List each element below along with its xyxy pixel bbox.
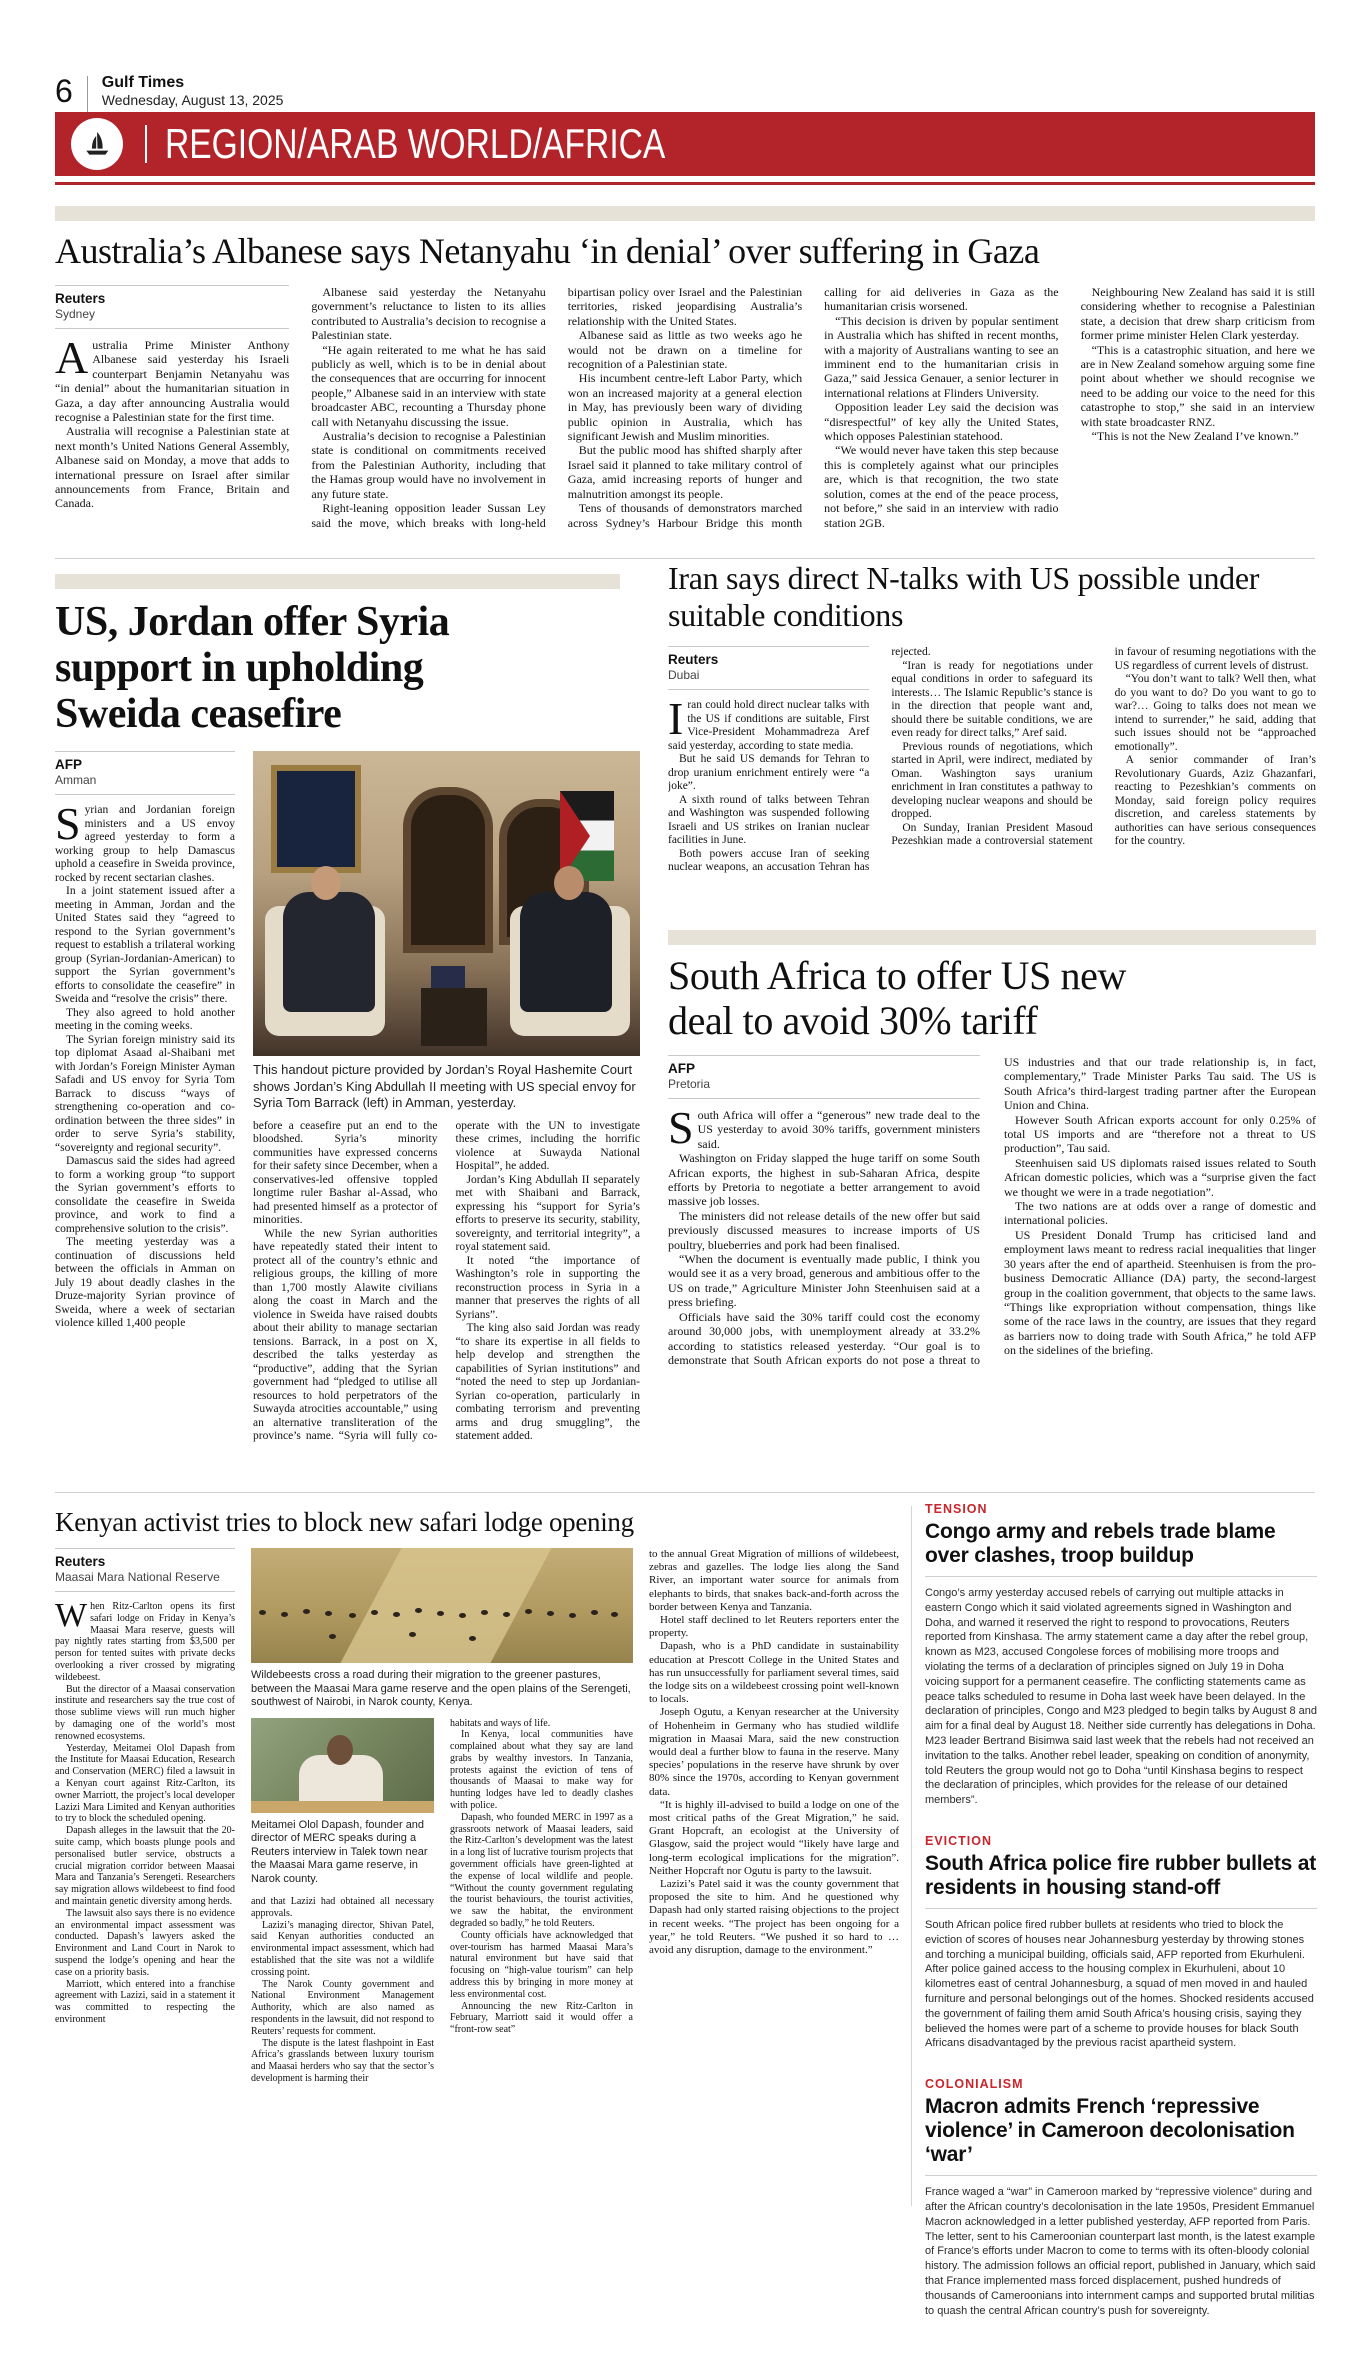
byline-agency: Reuters	[55, 291, 106, 306]
paragraph: While the new Syrian authorities have repeatedly stated their intent to protect all of the country’s ethnic and religious groups, the killing of more than 1,700 mostly Alawite civilians along the coast in March and the violence in Sweida have raised doubts about their ability to manage sectarian tensions. Barrack, in a post on X, described the talks yesterday as “productive”, adding that the Syrian government had “pledged to utilise all resources to hold perpetrators of the Suwayda atrocities accountable,” using an alternative transliteration of the province’s name. “Syria will fully co-operate with the UN to investigate these crimes, including the horrific violence at Suwayda National Hospital”, he added.	[253, 1119, 640, 1442]
iran-headline: Iran says direct N-talks with US possible under suitable conditions	[668, 560, 1260, 633]
tissue-box	[431, 966, 465, 988]
kenya-column-1	[55, 1548, 235, 2085]
byline-agency: AFP	[55, 757, 82, 772]
brief-rule	[925, 1908, 1317, 1909]
portrait-head	[327, 1735, 353, 1765]
paragraph: The meeting yesterday was a continuation of discussions held between the officials in Amman on July 19 about deadly clashes in the Druze-majority Syrian province of Sweida, where a week of sectarian violence killed 1,400 people	[55, 1236, 235, 1329]
seated-king-figure	[520, 892, 612, 1012]
kicker: EVICTION	[925, 1833, 993, 1848]
paragraph: Australia’s decision to recognise a Palestinian state is conditional on commitments received from the Palestinian Authority, including that the Hamas group would have no involvement in any future state.	[311, 429, 546, 501]
banner-separator	[145, 125, 147, 163]
paragraph: It noted “the importance of Washington’s role in supporting the reconstruction process in Syria in a manner that preserves the rights of all Syrians”.	[455, 1254, 640, 1321]
paragraph: Damascus said the sides had agreed to form a working group “to support the Syrian government’s efforts to consolidate the ceasefire in Sweida province, and work to find a comprehensive solution to the crisis”.	[55, 1155, 235, 1235]
paragraph: The Syrian foreign ministry said its top diplomat Asaad al-Shaibani met with Jordan’s Foreign Minister Ayman Safadi and US envoy for Syria Tom Barrack to discuss “ways of strengthening co-operation and co-ordination between the three sides” in order to serve Syria’s stability, “sovereignty and regional security”.	[55, 1033, 235, 1154]
byline-place: Maasai Mara National Reserve	[55, 1570, 220, 1584]
paragraph: But he said US demands for Tehran to drop uranium enrichment entirely were “a joke”.	[668, 753, 870, 792]
syria-column-1	[55, 751, 235, 1475]
wildebeest-herd	[259, 1610, 266, 1615]
byline-agency: AFP	[668, 1061, 695, 1076]
paragraph: Marriott, which entered into a franchise agreement with Lazizi, said in a statement it was committed to respecting the environment	[55, 1978, 235, 2025]
kenya-byline	[55, 1548, 235, 1592]
paragraph: Hotel staff declined to let Reuters reporters enter the property.	[649, 1614, 899, 1640]
paragraph: County officials have acknowledged that over-tourism has harmed Maasai Mara’s natural environment but have said that focusing on “high-value tourism” can help address this by bringing in more money at less environmental cost.	[450, 1929, 633, 2000]
beige-band	[55, 206, 1315, 221]
syria-lower-columns	[253, 1120, 640, 1484]
brief-rule	[925, 2175, 1317, 2176]
paragraph: But the director of a Maasai conservation institute and researchers say the true cost of those sublime views will run much higher by damaging one of the world’s most renowned ecosystems.	[55, 1683, 235, 1742]
paragraph: US President Donald Trump has criticised land and employment laws meant to redress racial inequalities that linger 30 years after the end of apartheid. Steenhuisen is from the pro-business Democratic Alliance (DA) party, the second-largest group in the coalition government, that objects to the same laws. “Things like expropriation without compensation, things like some of the race laws in the country, are issues that they regard as barriers now to doing trade with South Africa,” he told AFP on the sidelines of the briefing.	[1004, 1227, 1316, 1358]
paragraph: Syrian and Jordanian foreign ministers and a US envoy agreed yesterday to form a working group to help Damascus uphold a ceasefire in Sweida province, rocked by recent sectarian clashes.	[55, 798, 235, 884]
paragraph: The Narok County government and National Environment Management Authority, which are also named as respondents in the lawsuit, did not respond to Reuters’ requests for comment.	[251, 1978, 434, 2037]
article-kenya	[55, 1506, 900, 2085]
paragraph: “He again reiterated to me what he has said publicly as well, which is to be in denial about the consequences that are occurring for innocent people,” Albanese said in an interview with state broadcaster ABC, recounting a Thursday phone call with Netanyahu discussing the issue.	[311, 342, 546, 429]
paragraph: “This decision is driven by popular sentiment in Australia which has shifted in recent months, with a majority of Australians wanting to see an imminent end to the humanitarian crisis in Gaza,” said Jessica Genauer, a senior lecturer in international relations at Flinders University.	[824, 313, 1059, 400]
byline-place: Dubai	[668, 668, 700, 682]
masthead-divider	[87, 76, 88, 112]
brief-congo	[925, 1502, 1317, 1808]
paragraph: Jordan’s King Abdullah II separately met with Shaibani and Barrack, expressing his “support for Syria’s efforts to preserve its security, stability, sovereignty, and territorial integrity”, a royal statement said.	[455, 1173, 640, 1253]
paper-name: Gulf Times	[101, 74, 185, 91]
brief-eviction	[925, 1834, 1317, 2051]
brief-headline: South Africa police fire rubber bullets at residents in housing stand-off	[925, 1851, 1317, 1899]
paragraph: Albanese said yesterday the Netanyahu government’s reluctance to listen to its allies contributed to Australia’s decision to recognise a Palestinian state.	[311, 285, 546, 343]
paragraph: The ministers did not release details of the new offer but said previously discussed measures to increase imports of US poultry, blueberries and pork had been finalised.	[668, 1208, 980, 1252]
paragraph: Australia Prime Minister Anthony Albanese said yesterday his Israeli counterpart Benjamin Netanyahu was “in denial” about the humanitarian situation in Gaza, a day after announcing Australia would recognise a Palestinian state for the first time.	[55, 332, 290, 425]
paragraph: They also agreed to hold another meeting in the coming weeks.	[55, 1006, 235, 1032]
sidebar-rule	[911, 1506, 912, 2206]
paragraph: In Kenya, local communities have complained about what they say are land grabs by wealthy investors. In Tanzania, protests against the eviction of tens of thousands of Maasai to make way for hunting lodges have led to deadly clashes with police.	[450, 1729, 633, 1812]
kenya-column-4	[649, 1548, 899, 2085]
byline-place: Pretoria	[668, 1077, 711, 1091]
issue-date: Wednesday, August 13, 2025	[101, 92, 284, 108]
paragraph: Tens of thousands of demonstrators marched across Sydney’s Harbour Bridge this month calling for aid deliveries in Gaza as the humanitarian crisis worsened.	[567, 285, 1059, 530]
paragraph: The dispute is the latest flashpoint in East Africa’s grasslands between luxury tourism and Maasai herders who say that the sector’s development is harming their	[251, 2037, 434, 2084]
section-rule	[55, 558, 1315, 559]
paragraph: But the public mood has shifted sharply after Israel said it planned to take military control of Gaza, amid increasing reports of hunger and malnutrition amongst its people.	[567, 443, 803, 501]
paragraph: Neighbouring New Zealand has said it is still considering whether to recognise a Palestinian state, a decision that drew sharp criticism from former prime minister Helen Clark yesterday.	[1080, 285, 1315, 343]
paragraph: The two nations are at odds over a range of domestic and international policies.	[1004, 1199, 1316, 1228]
banner-underline	[55, 182, 1315, 185]
paragraph: Lazizi’s managing director, Shivan Patel, said Kenyan authorities conducted an environmental impact assessment, which had established that the site was not a wildlife crossing point.	[251, 1919, 434, 1978]
byline-agency: Reuters	[668, 652, 719, 667]
beige-band	[668, 930, 1316, 945]
paragraph: “We would never have taken this step because this is completely against what our principles are, which is that recognition, the two state solution, comes at the end of the peace process, not before,” she said in an interview with radio station 2GB.	[824, 443, 1059, 530]
framed-picture	[271, 765, 361, 873]
paragraph: “When the document is eventually made public, I think you would see it as a very broad, generous and ambitious offer to the US on trade,” Agriculture Minister John Steenhuisen said at a press briefing.	[668, 1252, 980, 1310]
paragraph: Previous rounds of negotiations, which started in April, were indirect, mediated by Oman. Washington says uranium enrichment in Iran constitutes a pathway to developing nuclear weapons and should be dropped.	[891, 740, 1093, 820]
paragraph: South Africa will offer a “generous” new trade deal to the US yesterday to avoid 30% tariffs, government ministers said.	[668, 1102, 980, 1153]
paragraph: However South African exports account for only 0.25% of total US imports and are “therefore not a threat to US production”, Tau said.	[1004, 1112, 1316, 1156]
brief-headline: Macron admits French ‘repressive violence’ in Cameroon decolonisation ‘war’	[925, 2095, 1295, 2167]
arch-doorway	[403, 787, 493, 953]
byline-place: Amman	[55, 773, 97, 787]
paragraph: “This is a catastrophic situation, and here we are in New Zealand somehow arguing some fine point about whether we should recognise we need to be adding our voice to the need for this catastrophe to stop,” she said in an interview with state broadcaster RNZ.	[1080, 342, 1315, 429]
article-safrica	[668, 930, 1316, 1453]
paragraph: Yesterday, Meitamei Olol Dapash from the Institute for Maasai Education, Research and Conservation (MERC) filed a lawsuit in a Kenyan court against Ritz-Carlton, its owner Marriott, the project’s local developer Lazizi Mara Limited and Kenyan authorities to try to block the scheduled opening.	[55, 1742, 235, 1825]
iran-byline	[668, 646, 869, 690]
dapash-portrait-caption: Meitamei Olol Dapash, founder and director of MERC speaks during a Reuters interview in Talek town near the Maasai Mara game reserve, in Narok county.	[251, 1818, 428, 1885]
paragraph: The king also said Jordan was ready “to share its expertise in all fields to help develop and strengthen the capabilities of Syrian institutions” and “noted the need to step up Jordanian-Syrian co-operation, particularly in combating terrorism and preventing arms and drug smuggling”, the statement added.	[455, 1322, 640, 1442]
kenya-column-2	[251, 1896, 434, 2085]
safrica-byline	[668, 1055, 980, 1099]
gaza-byline	[55, 285, 289, 329]
masthead	[55, 74, 283, 112]
paragraph: The lawsuit also says there is no evidence an environmental impact assessment was conducted. Dapash’s lawyers asked the Environment and Land Court in Narok to suspend the lodge’s opening and hear the case on a priority basis.	[55, 1907, 235, 1978]
jordan-photo-caption: This handout picture provided by Jordan’s Royal Hashemite Court shows Jordan’s King Abdullah II meeting with US special envoy for Syria Tom Barrack (left) in Amman, yesterday.	[253, 1062, 636, 1110]
kicker: TENSION	[925, 1502, 988, 1516]
kenya-column-3	[450, 1718, 633, 2085]
article-syria	[55, 574, 640, 1484]
paragraph: Announcing the new Ritz-Carlton in February, Marriott said it would offer a “front-row seat”	[450, 2000, 633, 2036]
paragraph: Lazizi’s Patel said it was the county government that proposed the site to him. And he questioned why Dapash had only started raising objections to the project in recent weeks. “The project has been ongoing for a year,” he told Reuters. “We pushed it so hard to … avoid any disruption, damage to the environment.”	[649, 1878, 899, 1957]
article-iran	[668, 560, 1316, 928]
syria-headline: US, Jordan offer Syria support in upholding Sweida ceasefire	[55, 599, 450, 737]
paragraph: Albanese said as little as two weeks ago he would not be drawn on a timeline for recognition of a Palestinian state.	[567, 328, 803, 372]
brief-rule	[925, 1576, 1317, 1577]
paragraph: When Ritz-Carlton opens its first safari lodge on Friday in Kenya’s Maasai Mara reserve, guests will pay nightly rates starting from $3,500 per person for tented suites with private decks overlooking a river crossed by migrating wildebeest.	[55, 1597, 235, 1683]
paragraph: “This is not the New Zealand I’ve known.”	[1091, 429, 1299, 444]
byline-place: Sydney	[55, 307, 96, 321]
dhow-logo-icon	[71, 118, 123, 170]
byline-agency: Reuters	[55, 1554, 106, 1569]
paragraph: A sixth round of talks between Tehran and Washington was suspended following Israeli and US strikes on Iranian nuclear facilities in June.	[668, 793, 870, 846]
safrica-headline: South Africa to offer US new deal to avoid 30% tariff	[668, 953, 1126, 1043]
brief-body: South African police fired rubber bullets at residents who tried to block the eviction of scores of houses near Johannesburg yesterday by throwing stones and torching a municipal building, officials said, AFP reported from Ekurhuleni. After police gained access to the housing complex in Ekurhuleni, about 10 kilometres east of central Johannesburg, a squad of men moved in and hauled furniture and personal belongings out of the homes. Shocked residents accused the government of failing them amid South Africa’s housing crisis, saying they believed the homes were part of a scheme to provide houses for black South Africans disadvantaged by the previous racist apartheid system.	[925, 1918, 1314, 2050]
paragraph: “You don’t want to talk? Well then, what do you want to do? Do you want to go to war?… Going to talks does not mean we intend to surrender,” he said, adding that such issues should not be “approached emotionally”.	[1114, 673, 1316, 753]
brief-colonialism	[925, 2077, 1317, 2318]
paragraph: and that Lazizi had obtained all necessary approvals.	[251, 1896, 434, 1919]
figure-head	[554, 866, 584, 900]
paragraph: Opposition leader Ley said the decision was “disrespectful” of key ally the United States, which opposes Palestinian statehood.	[824, 400, 1059, 444]
paragraph: In a joint statement issued after a meeting in Amman, Jordan and the United States said they “agreed to respond to the Syrian government’s request to establish a trilateral working group (Syrian-Jordanian-American) to support the Syrian government’s efforts to consolidate the ceasefire” in Sweida and “resolve the crisis” there.	[55, 885, 235, 1005]
section-title: REGION/ARAB WORLD/AFRICA	[165, 120, 666, 167]
paragraph: His incumbent centre-left Labor Party, which won an increased majority at a general election in May, has previously been wary of dividing public opinion in Australia, which has significant Jewish and Muslim minorities.	[567, 371, 803, 444]
portrait-table	[251, 1801, 434, 1813]
paragraph: Officials have said the 30% tariff could cost the economy around 30,000 jobs, with unemployment already at 33.2% according to statistics released yesterday. “Our goal is to demonstrate that South African exports do not pose a threat to US industries and that our trade relationship is, in fact, complementary,” Trade Minister Parks Tau said. The US is South Africa’s third-largest trading partner after the European Union and China.	[668, 1055, 1316, 1367]
dapash-portrait-photo	[251, 1718, 434, 1813]
page-number: 6	[55, 73, 73, 109]
kenya-headline: Kenyan activist tries to block new safari lodge opening	[55, 1507, 634, 1537]
section-banner	[55, 112, 1315, 176]
paragraph: before a ceasefire put an end to the bloodshed. Syria’s minority communities have expressed concerns for their safety since December, when a conservatives-led offensive toppled longtime ruler Bashar al-Assad, who had presented himself as a protector of minorities.	[253, 1119, 438, 1226]
paragraph: Washington on Friday slapped the huge tariff on some South African exports, the highest in sub-Saharan Africa, despite efforts by Pretoria to negotiate a better arrangement to avoid massive job losses.	[668, 1151, 980, 1209]
paragraph: Dapash, who founded MERC in 1997 as a grassroots network of Maasai leaders, said the Ritz-Carlton’s development was the latest in a long list of lucrative tourism projects that government officials have green-lighted at the expense of local wildlife and people. “Without the county government regulating the tourist behaviours, the tourist activities, we saw the habitat, the environment degraded so badly,” he told Reuters.	[450, 1811, 633, 1930]
iran-body	[668, 646, 1316, 928]
seated-envoy-figure	[283, 892, 375, 1012]
syria-byline	[55, 751, 235, 795]
paragraph: A senior commander of Iran’s Revolutionary Guards, Aziz Ghazanfari, reacting to Pezeshkian’s comments on Monday, said foreign policy requires discretion, and careless statements by authorities can have serious consequences for the country.	[1114, 754, 1316, 847]
paragraph: Australia will recognise a Palestinian state at next month’s United Nations General Assembly, Albanese said on Monday, a move that adds to international pressure on Israel after similar announcements from France, Britain and Canada.	[55, 424, 290, 511]
paragraph: habitats and ways of life.	[450, 1717, 551, 1729]
side-table	[421, 988, 487, 1046]
safrica-body	[668, 1055, 1316, 1453]
beige-band	[55, 574, 620, 589]
kicker: COLONIALISM	[925, 2077, 1024, 2092]
dirt-road	[340, 1548, 551, 1663]
paragraph: Iran could hold direct nuclear talks with the US if conditions are suitable, First Vice-President Mohammadreza Aref said yesterday, according to state media.	[668, 693, 870, 752]
brief-body: France waged a “war” in Cameroon marked by “repressive violence” during and after the African country’s decolonisation in the late 1950s, President Emmanuel Macron acknowledged in a letter published yesterday, AFP reported from Paris. The letter, sent to his Cameroonian counterpart last month, is the latest example of France’s efforts under Macron to come to terms with its often-bloody colonial history. The admission follows an official report, published in January, which said that France implemented mass forced displacement, pushed hundreds of thousands of Cameroonians into internment camps and supported brutal militias to quash the central African country’s push for sovereignty.	[925, 2186, 1316, 2317]
paragraph: On Sunday, Iranian President Masoud Pezeshkian made a controversial statement in favour of resuming negotiations with the US regardless of current levels of distrust.	[891, 646, 1316, 847]
news-briefs-sidebar	[925, 1502, 1317, 2344]
figure-head	[311, 866, 341, 900]
paragraph: Both powers accuse Iran of seeking nuclear weapons, an accusation Tehran has rejected.	[668, 646, 931, 873]
wildebeest-photo	[251, 1548, 633, 1663]
jordan-meeting-photo	[253, 751, 640, 1056]
paragraph: Dapash, who is a PhD candidate in sustainability education at Prescott College in the United States and has run unsuccessfully for parliament several times, said the lodge sits on a wildebeest crossing point well-known to locals.	[649, 1640, 899, 1706]
brief-headline: Congo army and rebels trade blame over clashes, troop buildup	[925, 1520, 1276, 1567]
paragraph: Dapash alleges in the lawsuit that the 20-suite camp, which boasts plunge pools and personalised butler service, obstructs a crucial migration corridor between Maasai Mara and Tanzania’s Serengeti. Researchers say migration allows wildebeest to find food and maintain genetic diversity among herds.	[55, 1825, 235, 1907]
article-gaza	[55, 206, 1315, 547]
paragraph: Steenhuisen said US diplomats raised issues related to South African domestic policies, which was a “surprise given the fact we thought we were in a trade negotiation”.	[1004, 1155, 1316, 1199]
paragraph: “Iran is ready for negotiations under equal conditions in order to safeguard its interests… The Islamic Republic’s stance is in the direction that people want and, should there be suitable conditions, we are even ready for direct talks,” Aref said.	[891, 659, 1093, 739]
paragraph: to the annual Great Migration of millions of wildebeest, zebras and gazelles. The lodge lies along the Sand River, an important water source for animals from elephants to birds, that snakes back-and-forth across the border between Kenya and Tanzania.	[649, 1548, 899, 1613]
wildebeest-caption: Wildebeests cross a road during their migration to the greener pastures, between the Maasai Mara game reserve and the open plains of the Serengeti, southwest of Nairobi, in Narok county, Kenya.	[251, 1669, 631, 1708]
paragraph: “It is highly ill-advised to build a lodge on one of the most critical paths of the Great Migration,” he said. Grant Hopcraft, an ecologist at the University of Glasgow, said the project would “likely have large and long-term ecological implications for the migration”. Neither Hopcraft nor Ogutu is party to the lawsuit.	[649, 1798, 899, 1877]
gaza-headline: Australia’s Albanese says Netanyahu ‘in denial’ over suffering in Gaza	[55, 231, 1040, 271]
brief-body: Congo’s army yesterday accused rebels of carrying out multiple attacks in eastern Congo which it said violated agreements signed in Washington and Doha, and warned it reserved the right to respond to provocations, Reuters reported from Kinshasa. The army statement came a day after the rebel group, known as M23, accused Congolese forces of mobilising more troops and violating the terms of a declaration of principles signed on July 19 in Doha voicing support for a permanent ceasefire. The conflicting statements came as peace talks scheduled to resume in Doha last week have been delayed. In the declaration of principles, Congo and M23 pledged to begin talks by August 8 and aim for a final deal by August 18. Neither side currently has delegations in Doha. M23 leader Bertrand Bisimwa said last week that the rebels had not received an invitation to the talks. Another rebel leader, speaking on condition of anonymity, told Reuters the group would not go to Doha “until Kinshasa begins to respect the declaration of principles, which provides for the release of our detained members”.	[925, 1587, 1317, 1807]
paragraph: Right-leaning opposition leader Sussan Ley said the move, which breaks with long-held bipartisan policy over Israel and the Palestinian territories, risked jeopardising Australia’s relationship with the United States.	[311, 285, 803, 530]
section-rule	[55, 1492, 1315, 1493]
gaza-body	[55, 285, 1315, 547]
paragraph: Joseph Ogutu, a Kenyan researcher at the University of Hohenheim in Germany who has studied wildlife migration in Maasai Mara, said the new construction would deal a further blow to fauna in the reserve. Many species’ populations in the reserve have shrunk by over 80% since the 1970s, according to Kenyan government data.	[649, 1706, 899, 1798]
